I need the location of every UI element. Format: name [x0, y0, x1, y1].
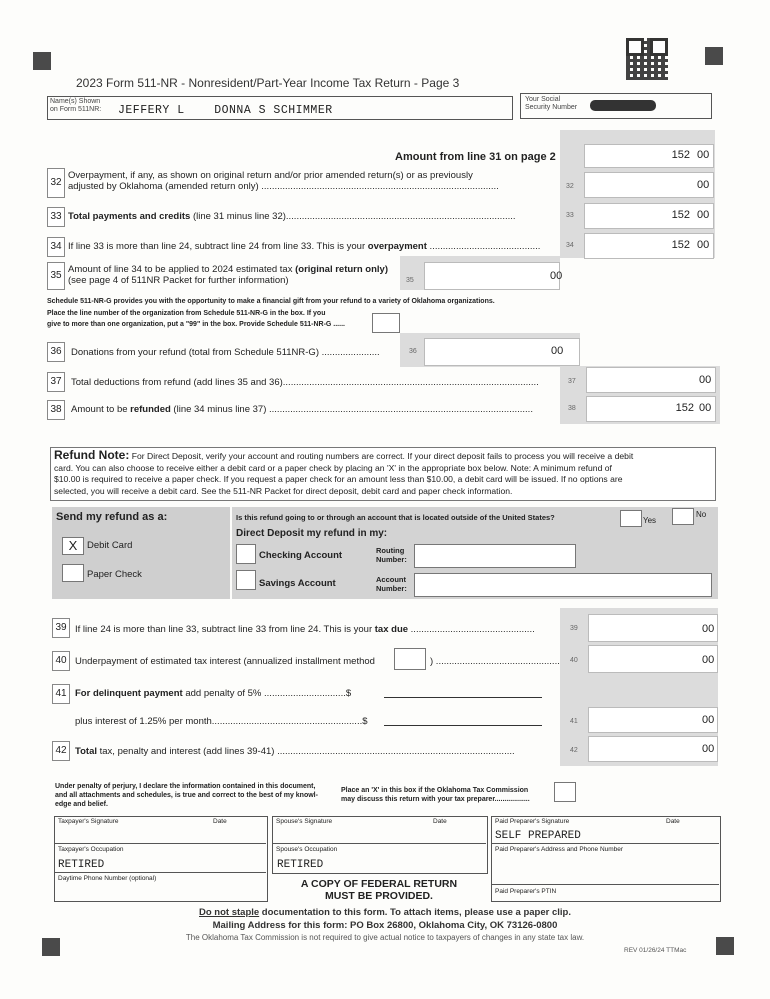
line-41-amount-box[interactable] — [588, 707, 718, 733]
line-39-text: If line 24 is more than line 33, subtract line 33 from line 24. This is your tax due ............................................... — [75, 624, 535, 635]
paper-check-checkbox[interactable] — [62, 564, 84, 582]
taxpayer-occupation-value[interactable]: RETIRED — [58, 859, 105, 871]
outside-us-yes-checkbox[interactable] — [620, 510, 642, 527]
refund-note-text: Refund Note: For Direct Deposit, verify your account and routing numbers are correct. If your direct deposit fails to process you will receive a debit card. You can also choose to receive either a debit card or a paper check by placing an 'X' in the appropriate box below. Note: A minimum refund of $10.00 is required to receive a paper check. If you request a paper check for an amount less than $10.00, a debit card will be issued. If no options are selected, you will receive a debit card. See the 511-NR Packet for direct deposit, debit card and paper check information. — [54, 448, 634, 496]
routing-number-input[interactable] — [414, 544, 576, 568]
outside-us-no-label: No — [696, 510, 707, 519]
line-32-cents: 00 — [697, 179, 710, 191]
taxpayer-date-label: Date — [213, 818, 227, 825]
header-amount-label: Amount from line 31 on page 2 — [395, 151, 556, 163]
name-value[interactable]: JEFFERY L DONNA S SCHIMMER — [118, 104, 333, 117]
staple-instruction: Do not staple documentation to this form. To attach items, please use a paper clip. — [199, 907, 571, 918]
taxpayer-divider-1 — [54, 843, 266, 844]
line-36-label: 36 — [409, 348, 417, 355]
debit-card-label: Debit Card — [87, 540, 133, 551]
line-32-number: 32 — [47, 168, 65, 198]
taxpayer-signature-field[interactable] — [56, 825, 264, 842]
line-35-text: Amount of line 34 to be applied to 2024 estimated tax (original return only) (see page 4 of 511NR Packet for further information) — [68, 264, 388, 286]
schedule-note-3: give to more than one organization, put a "99" in the box. Provide Schedule 511-NR-G ...... — [47, 321, 345, 328]
interest-amount-line[interactable] — [384, 725, 542, 726]
name-label: Name(s) Shown on Form 511NR: — [50, 98, 102, 113]
schedule-note-1: Schedule 511-NR-G provides you with the opportunity to make a financial gift from your refund to a variety of Oklahoma organizations. — [47, 298, 495, 305]
line-40-text: Underpayment of estimated tax interest (annualized installment method — [75, 656, 375, 667]
line-33-text: Total payments and credits (line 31 minus line 32)....................................................................................... — [68, 211, 516, 222]
routing-number-label: Routing Number: — [376, 546, 407, 564]
line-40-close: ) ............................................... — [430, 656, 560, 667]
outside-us-no-checkbox[interactable] — [672, 508, 694, 525]
line-32-text: Overpayment, if any, as shown on original return and/or prior amended return(s) or as previously adjusted by Oklahoma (amended return only) .......................................................................................... — [68, 170, 499, 192]
debit-card-checkbox[interactable]: X — [62, 537, 84, 555]
daytime-phone-label: Daytime Phone Number (optional) — [58, 875, 157, 882]
line-38-value: 152 — [675, 402, 694, 414]
line-33-label: 33 — [566, 212, 574, 219]
spouse-signature-field[interactable] — [274, 825, 484, 842]
line-37-label: 37 — [568, 378, 576, 385]
account-number-label: Account Number: — [376, 575, 407, 593]
schedule-org-number-box[interactable] — [372, 313, 400, 333]
ssn-redaction — [590, 100, 656, 111]
paper-check-label: Paper Check — [87, 569, 142, 580]
penalty-amount-line[interactable] — [384, 697, 542, 698]
line-41-cents: 00 — [702, 714, 715, 726]
preparer-divider-1 — [491, 843, 719, 844]
spouse-signature-label: Spouse's Signature — [276, 818, 333, 825]
preparer-ptin-label: Paid Preparer's PTIN — [495, 888, 557, 895]
taxpayer-divider-2 — [54, 872, 266, 873]
otc-discuss-checkbox[interactable] — [554, 782, 576, 802]
line-32-amount-box[interactable] — [584, 172, 714, 198]
savings-account-checkbox[interactable] — [236, 570, 256, 590]
savings-account-label: Savings Account — [259, 578, 336, 589]
line-39-amount-box[interactable] — [588, 614, 718, 642]
federal-return-notice: A COPY OF FEDERAL RETURN MUST BE PROVIDED. — [300, 878, 458, 902]
line-41-label: 41 — [570, 718, 578, 725]
line-35-label: 35 — [406, 277, 414, 284]
line-35-amount-box[interactable] — [424, 262, 563, 290]
line-40-amount-box[interactable] — [588, 645, 718, 673]
line-32-label: 32 — [566, 183, 574, 190]
qr-code-icon — [626, 38, 668, 80]
spouse-occupation-value[interactable]: RETIRED — [277, 859, 324, 871]
line-34-cents: 00 — [697, 239, 710, 251]
line-38-cents: 00 — [699, 402, 712, 414]
line-33-number: 33 — [47, 207, 65, 227]
line-34-text: If line 33 is more than line 24, subtract line 24 from line 33. This is your overpayment .......................................... — [68, 241, 541, 252]
line-41-interest-text: plus interest of 1.25% per month.........................................................$ — [75, 716, 368, 727]
line-35-cents: 00 — [550, 270, 563, 282]
line-38-text: Amount to be refunded (line 34 minus line 37) .................................................................................................... — [71, 404, 533, 415]
line-41-penalty-text: For delinquent payment add penalty of 5% ...............................$ — [75, 688, 352, 699]
form-title: 2023 Form 511-NR - Nonresident/Part-Year Income Tax Return - Page 3 — [76, 76, 460, 90]
line-40-cents: 00 — [702, 654, 715, 666]
header-amount-value: 152 — [671, 149, 690, 161]
preparer-date-label: Date — [666, 818, 680, 825]
line-42-label: 42 — [570, 747, 578, 754]
line-39-number: 39 — [52, 618, 70, 638]
line-40-number: 40 — [52, 651, 70, 671]
preparer-address-field[interactable] — [493, 853, 717, 883]
line-39-cents: 00 — [702, 623, 715, 635]
otc-discuss-text: Place an 'X' in this box if the Oklahoma Tax Commission may discuss this return with your tax preparer.................. — [341, 787, 530, 803]
preparer-divider-2 — [491, 884, 719, 885]
checking-account-label: Checking Account — [259, 550, 343, 561]
line-42-cents: 00 — [702, 743, 715, 755]
line-34-label: 34 — [566, 242, 574, 249]
line-37-text: Total deductions from refund (add lines 35 and 36)................................................................................................. — [71, 377, 539, 388]
line-35-number: 35 — [47, 262, 65, 290]
send-refund-heading: Send my refund as a: — [56, 511, 168, 523]
line-38-number: 38 — [47, 400, 65, 420]
outside-us-question: Is this refund going to or through an account that is located outside of the United States? — [236, 513, 555, 522]
spouse-occupation-label: Spouse's Occupation — [276, 846, 338, 853]
preparer-signature-value[interactable]: SELF PREPARED — [495, 830, 581, 842]
perjury-statement: Under penalty of perjury, I declare the information contained in this document, and all attachments and schedules, is true and correct to the best of my knowl- edge and belief. — [55, 783, 318, 808]
taxpayer-occupation-label: Taxpayer's Occupation — [58, 846, 124, 853]
notice-text: The Oklahoma Tax Commission is not required to give actual notice to taxpayers of changes in any state tax law. — [185, 933, 585, 942]
preparer-signature-label: Paid Preparer's Signature — [495, 818, 570, 825]
direct-deposit-heading: Direct Deposit my refund in my: — [236, 528, 388, 539]
revision-label: REV 01/26/24 TTMac — [624, 947, 687, 954]
registration-mark — [705, 47, 723, 65]
line-41-number: 41 — [52, 684, 70, 704]
line-39-label: 39 — [570, 625, 578, 632]
annualized-method-box[interactable] — [394, 648, 426, 670]
line-38-label: 38 — [568, 405, 576, 412]
line-36-cents: 00 — [551, 345, 564, 357]
line-34-number: 34 — [47, 237, 65, 257]
mailing-address: Mailing Address for this form: PO Box 26800, Oklahoma City, OK 73126-0800 — [212, 920, 558, 931]
preparer-address-label: Paid Preparer's Address and Phone Number — [495, 846, 624, 853]
line-37-cents: 00 — [699, 374, 712, 386]
line-33-value: 152 — [671, 209, 690, 221]
line-42-number: 42 — [52, 741, 70, 761]
schedule-note-2: Place the line number of the organization from Schedule 511-NR-G in the box. If you — [47, 310, 326, 317]
line-42-amount-box[interactable] — [588, 736, 718, 762]
checking-account-checkbox[interactable] — [236, 544, 256, 564]
ssn-label: Your Social Security Number — [525, 96, 578, 111]
registration-mark — [33, 52, 51, 70]
line-42-text: Total tax, penalty and interest (add lines 39-41) .......................................................................................... — [75, 746, 515, 757]
outside-us-yes-label: Yes — [643, 516, 657, 525]
line-36-text: Donations from your refund (total from Schedule 511NR-G) ...................... — [71, 347, 380, 358]
taxpayer-signature-label: Taxpayer's Signature — [58, 818, 119, 825]
line-33-cents: 00 — [697, 209, 710, 221]
header-amount-cents: 00 — [697, 149, 710, 161]
line-37-amount-box[interactable] — [586, 367, 716, 393]
spouse-date-label: Date — [433, 818, 447, 825]
line-40-label: 40 — [570, 657, 578, 664]
line-36-number: 36 — [47, 342, 65, 362]
line-37-number: 37 — [47, 372, 65, 392]
line-34-value: 152 — [671, 239, 690, 251]
spouse-divider — [272, 843, 486, 844]
account-number-input[interactable] — [414, 573, 712, 597]
